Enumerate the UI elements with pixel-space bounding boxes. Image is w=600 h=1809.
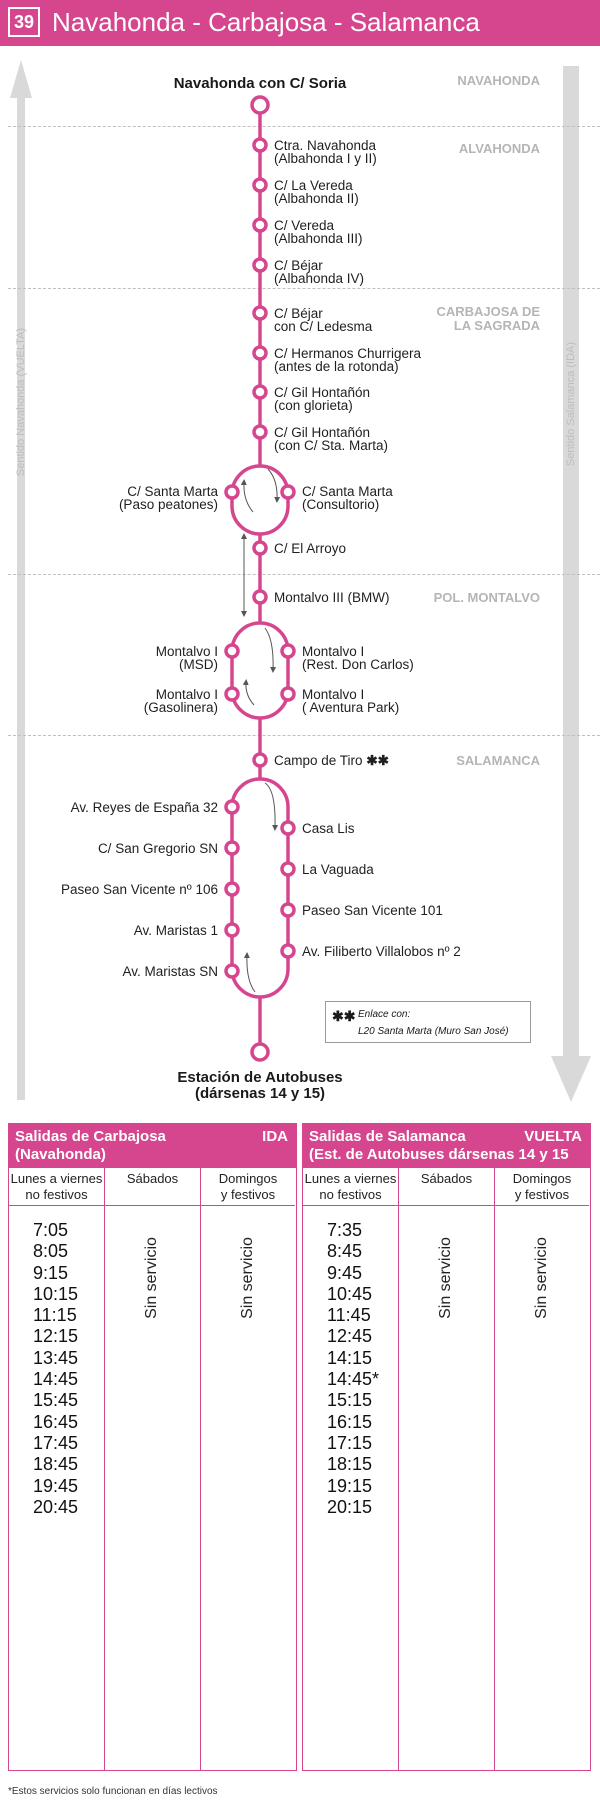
terminal-estacion	[160, 1070, 360, 1102]
stop-label: Av. Filiberto Villalobos nº 2	[302, 944, 461, 959]
stop-label: Montalvo III (BMW)	[274, 590, 390, 605]
stop-label: Campo de Tiro ✱✱	[274, 753, 389, 768]
stop-label: C/ Hermanos Churrigera (antes de la rotonda)	[274, 346, 422, 374]
zone-label-carbajosa: CARBAJOSA DE	[436, 304, 540, 319]
link-marker-icon: ✱✱	[366, 753, 389, 768]
sunday-no-service: Sin servicio	[239, 1237, 256, 1319]
link-marker-icon: ✱✱	[332, 1008, 356, 1024]
sunday-no-service: Sin servicio	[533, 1237, 550, 1319]
schedule-ida-header	[9, 1124, 296, 1168]
stop-label: Montalvo I (MSD)	[155, 644, 218, 672]
stop-label: Paseo San Vicente nº 106	[60, 882, 218, 897]
column-sundays: Domingos y festivos	[200, 1168, 295, 1206]
stop-label: Montalvo I (Rest. Don Carlos)	[302, 644, 414, 672]
schedule-ida-title: Salidas de Carbajosa	[15, 1128, 166, 1145]
schedule-ida-subtitle: (Navahonda)	[15, 1146, 106, 1163]
stop-label: C/ La Vereda (Albahonda II)	[274, 178, 359, 206]
legend-line-1: Enlace con:	[358, 1009, 411, 1020]
saturday-no-service: Sin servicio	[437, 1237, 454, 1319]
terminal-estacion-detail: (dársenas 14 y 15)	[194, 1085, 326, 1102]
stop-label: Casa Lis	[302, 821, 355, 836]
column-weekdays: Lunes a viernes no festivos	[303, 1168, 398, 1206]
schedule-vuelta-header	[303, 1124, 590, 1168]
stop-label: Av. Maristas 1	[133, 923, 218, 938]
column-saturdays: Sábados	[104, 1168, 200, 1206]
stop-label: C/ El Arroyo	[274, 541, 347, 556]
schedule-ida-times: 7:05 8:05 9:15 10:15 11:15 12:15 13:45 14:45 15:45 16:45 17:45 18:45 19:45 20:45	[33, 1220, 79, 1517]
terminal-estacion-name: Estación de Autobuses	[177, 1069, 343, 1086]
schedule-vuelta-title: Salidas de Salamanca	[309, 1128, 466, 1145]
ida-direction-label: Sentido Salamanca (IDA)	[565, 341, 577, 467]
stop-label: Av. Reyes de España 32	[70, 800, 218, 815]
schedule-vuelta	[302, 1123, 591, 1771]
column-weekdays: Lunes a viernes no festivos	[9, 1168, 104, 1206]
vuelta-direction-label: Sentido Navahonda (VUELTA)	[15, 327, 27, 477]
legend-line-2: L20 Santa Marta (Muro San José)	[358, 1026, 509, 1037]
page-title: Navahonda - Carbajosa - Salamanca	[52, 7, 480, 37]
schedule-vuelta-direction: VUELTA	[524, 1128, 582, 1145]
stop-label: La Vaguada	[302, 862, 374, 877]
stop-label: C/ Vereda (Albahonda III)	[274, 218, 363, 246]
stop-label: Av. Maristas SN	[122, 964, 218, 979]
stop-label: C/ Santa Marta (Paso peatones)	[118, 484, 218, 512]
schedule-vuelta-subtitle: (Est. de Autobuses dársenas 14 y 15	[309, 1146, 569, 1163]
stop-label: Montalvo I (Gasolinera)	[143, 687, 218, 715]
saturday-no-service: Sin servicio	[143, 1237, 160, 1319]
zone-label-alvahonda: ALVAHONDA	[458, 141, 540, 156]
zone-label-la-sagrada: LA SAGRADA	[453, 318, 540, 333]
schedule-ida-direction: IDA	[262, 1128, 288, 1145]
stop-label: Montalvo I ( Aventura Park)	[302, 687, 400, 715]
column-saturdays: Sábados	[398, 1168, 494, 1206]
zone-label-pol-montalvo: POL. MONTALVO	[433, 590, 540, 605]
stop-label: Ctra. Navahonda (Albahonda I y II)	[274, 138, 377, 166]
stop-label: C/ Béjar (Albahonda IV)	[274, 258, 365, 286]
terminal-navahonda: Navahonda con C/ Soria	[173, 75, 347, 92]
stop-label: C/ Béjar con C/ Ledesma	[274, 306, 373, 334]
column-sundays: Domingos y festivos	[494, 1168, 589, 1206]
zone-label-navahonda: NAVAHONDA	[457, 73, 540, 88]
schedule-vuelta-times: 7:35 8:45 9:45 10:45 11:45 12:45 14:15 14:45* 15:15 16:15 17:15 18:15 19:15 20:15	[327, 1220, 380, 1517]
legend-box	[325, 1001, 531, 1043]
route-number-badge: 39	[8, 7, 40, 37]
stop-label: C/ Santa Marta (Consultorio)	[302, 484, 393, 512]
schedule-ida	[8, 1123, 297, 1771]
stop-label: Paseo San Vicente 101	[302, 903, 443, 918]
stop-label: C/ Gil Hontañón (con C/ Sta. Marta)	[274, 425, 389, 453]
stop-label: C/ San Gregorio SN	[97, 841, 218, 856]
zone-label-salamanca: SALAMANCA	[456, 753, 540, 768]
footnote: *Estos servicios solo funcionan en días lectivos	[8, 1786, 218, 1797]
stop-label: C/ Gil Hontañón (con glorieta)	[274, 385, 371, 413]
route-line	[232, 105, 288, 1050]
